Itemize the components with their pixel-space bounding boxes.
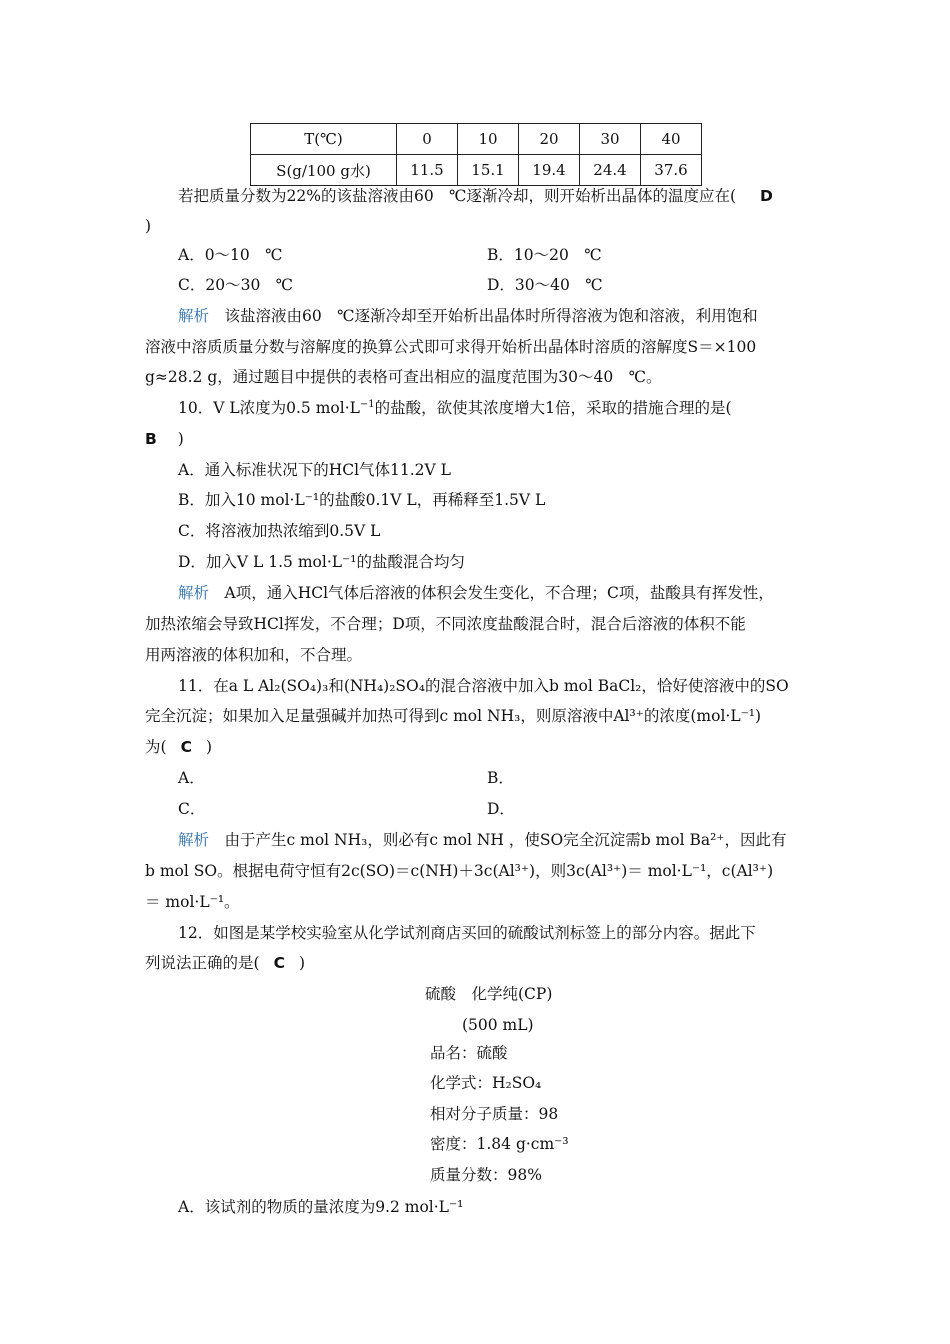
analysis-label: 解析 [178,584,210,602]
q10-option-a: A．通入标准状况下的HCl气体11.2V L [178,461,451,479]
q12-answer: C [273,954,285,972]
q10-stem-close: B ) [145,430,184,448]
q10-option-c: C．将溶液加热浓缩到0.5V L [178,522,381,540]
q9-analysis-line: 解析 该盐溶液由60 ℃逐渐冷却至开始析出晶体时所得溶液为饱和溶液，利用饱和 [178,307,758,325]
q9-option-c: C．20～30 ℃ [178,276,294,294]
q10-analysis-line: 用两溶液的体积加和，不合理。 [145,646,363,664]
table-cell: 10 [458,124,519,155]
q11-option-b: B． [487,769,514,787]
q11-analysis-line: ＝ mol·L⁻¹。 [145,893,240,911]
q11-analysis-line: b mol SO。根据电荷守恒有2c(SO)＝c(NH)＋3c(Al³⁺)，则3c(Al³⁺)＝ mol·L⁻¹，c(Al³⁺) [145,862,774,880]
table-header-temperature: T(℃) [251,124,397,155]
q10-analysis-line: 加热浓缩会导致HCl挥发，不合理；D项，不同浓度盐酸混合时，混合后溶液的体积不能 [145,615,746,633]
q9-option-d: D．30～40 ℃ [487,276,603,294]
q9-analysis-line: g≈28.2 g，通过题目中提供的表格可查出相应的温度范围为30～40 ℃。 [145,368,662,386]
table-cell: 15.1 [458,155,519,186]
q10-analysis-line: 解析 A项，通入HCl气体后溶液的体积会发生变化，不合理；C项，盐酸具有挥发性， [178,584,774,602]
q11-option-c: C． [178,800,206,818]
reagent-label-title: 硫酸 化学纯(CP) [425,985,553,1003]
table-cell: 20 [519,124,580,155]
table-cell: 11.5 [397,155,458,186]
q12-option-a: A．该试剂的物质的量浓度为9.2 mol·L⁻¹ [178,1198,464,1216]
table-row [251,155,702,186]
q10-stem: 10．V L浓度为0.5 $mol\cdot L^{-1}$的盐酸，欲使其浓度增大1倍，采取的措施合理的是( [178,398,732,417]
q11-analysis-line: 解析 由于产生c mol NH₃，则必有c mol NH ，使SO完全沉淀需b mol Ba²⁺，因此有 [178,831,787,849]
analysis-label: 解析 [178,307,210,325]
table-cell: 19.4 [519,155,580,186]
reagent-label-name: 品名：硫酸 [430,1044,508,1062]
solubility-table [250,123,702,186]
q11-answer: C [180,738,192,756]
q9-stem-close: ) [145,217,152,235]
q11-stem-close: 为( C ) [145,738,213,756]
table-header-solubility: S(g/100 g水) [251,155,397,186]
reagent-label-molar-mass: 相对分子质量：98 [430,1105,559,1123]
reagent-label-mass-fraction: 质量分数：98% [430,1166,542,1184]
analysis-label: 解析 [178,831,210,849]
q12-stem: 列说法正确的是( C ) [145,954,306,972]
table-row [251,124,702,155]
q9-option-b: B．10～20 ℃ [487,246,602,264]
reagent-label-volume: (500 mL) [462,1016,534,1034]
q11-option-d: D． [487,800,515,818]
reagent-label-formula: 化学式：H₂SO₄ [430,1074,542,1092]
q9-option-a: A．0～10 ℃ [178,246,283,264]
q11-stem: 完全沉淀；如果加入足量强碱并加热可得到c mol NH₃，则原溶液中Al³⁺的浓度(mol·L⁻¹) [145,707,762,725]
q9-analysis-line: 溶液中溶质质量分数与溶解度的换算公式即可求得开始析出晶体时溶质的溶解度S＝×100 [145,338,757,356]
q10-answer: B [145,430,157,448]
q11-stem: 11．在a L Al₂(SO₄)₃和(NH₄)₂SO₄的混合溶液中加入b mol BaCl₂，恰好使溶液中的SO [178,677,789,695]
q9-stem: 若把质量分数为22%的该盐溶液由60 ℃逐渐冷却，则开始析出晶体的温度应在( D [178,187,773,205]
q10-option-d: D．加入V L 1.5 mol·L⁻¹的盐酸混合均匀 [178,553,465,571]
table-cell: 30 [580,124,641,155]
reagent-label-density: 密度：1.84 g·cm⁻³ [430,1135,569,1153]
table-cell: 0 [397,124,458,155]
q9-answer: D [759,187,773,205]
table-cell: 37.6 [641,155,702,186]
table-cell: 40 [641,124,702,155]
table-cell: 24.4 [580,155,641,186]
q12-stem: 12．如图是某学校实验室从化学试剂商店买回的硫酸试剂标签上的部分内容。据此下 [178,924,756,942]
q10-option-b: B．加入10 mol·L⁻¹的盐酸0.1V L，再稀释至1.5V L [178,491,546,509]
q11-option-a: A． [178,769,205,787]
